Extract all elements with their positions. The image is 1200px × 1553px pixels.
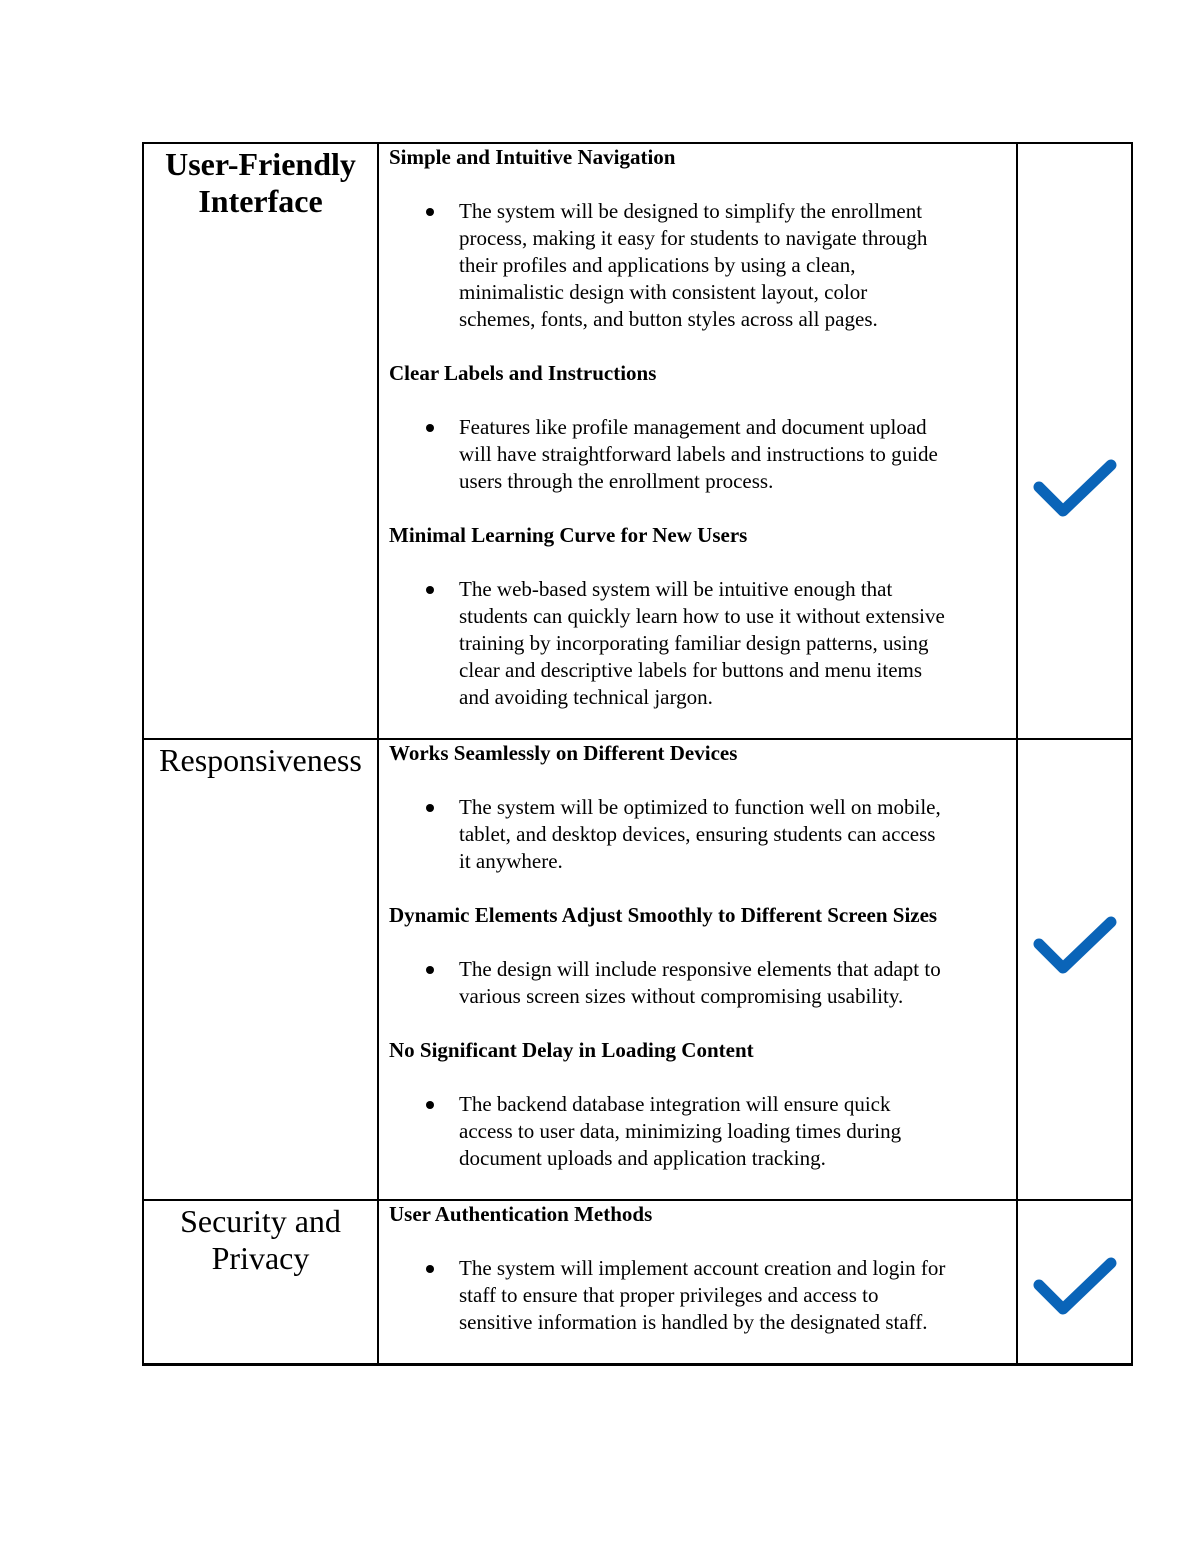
bullet-list [389,956,1008,1010]
bullet-icon [426,208,434,216]
checkmark-icon [1033,914,1117,978]
section-heading: Clear Labels and Instructions [389,361,657,385]
section-heading: Dynamic Elements Adjust Smoothly to Different Screen Sizes [389,903,938,927]
category-label: Responsiveness [159,742,362,778]
bullet-text-line: The system will be optimized to function well on mobile, [459,795,941,819]
bullet-list [389,1255,1008,1336]
table-row [143,1200,1132,1365]
bullet-text-line: various screen sizes without compromising usability. [459,984,904,1008]
bullet-icon [426,586,434,594]
bullet-text-line: clear and descriptive labels for buttons and menu items [459,658,923,682]
bullet-icon [426,424,434,432]
status-cell [1017,1200,1132,1365]
bullet-text-line: students can quickly learn how to use it without extensive [459,604,945,628]
bullet-text-line: it anywhere. [459,849,563,873]
status-cell [1017,739,1132,1200]
category-label: Privacy [211,1240,310,1276]
bullet-text-line: The backend database integration will ensure quick [459,1092,891,1116]
bullet-item [389,956,1008,1010]
checkmark-icon [1033,1255,1117,1319]
bullet-text-line: Features like profile management and document upload [459,415,927,439]
bullet-icon [426,804,434,812]
bullet-list [389,794,1008,875]
bullet-text-line: minimalistic design with consistent layout, color [459,280,868,304]
bullet-text-line: will have straightforward labels and instructions to guide [459,442,938,466]
bullet-item [389,576,1008,711]
bullet-text-line: users through the enrollment process. [459,469,774,493]
table-row [143,739,1132,1200]
bullet-icon [426,1265,434,1273]
category-cell [143,143,378,739]
bullet-text-line: sensitive information is handled by the designated staff. [459,1310,928,1334]
bullet-list [389,198,1008,333]
bullet-text-line: The system will be designed to simplify the enrollment [459,199,923,223]
bullet-text-line: The web-based system will be intuitive enough that [459,577,893,601]
bullet-item [389,1255,1008,1336]
bullet-item [389,794,1008,875]
bullet-icon [426,1101,434,1109]
checkmark-icon [1033,457,1117,521]
category-label: Security and [180,1203,341,1239]
bullet-item [389,1091,1008,1172]
category-label: Interface [198,183,323,219]
section-heading: User Authentication Methods [389,1202,653,1226]
status-cell [1017,143,1132,739]
bullet-item [389,414,1008,495]
description-cell [378,739,1017,1200]
section-heading: No Significant Delay in Loading Content [389,1038,754,1062]
bullet-item [389,198,1008,333]
bullet-text-line: document uploads and application tracking. [459,1146,826,1170]
section-heading: Minimal Learning Curve for New Users [389,523,748,547]
category-label: User-Friendly [165,146,356,182]
bullet-list [389,576,1008,711]
bullet-icon [426,966,434,974]
bullet-text-line: process, making it easy for students to navigate through [459,226,928,250]
bullet-text-line: their profiles and applications by using a clean, [459,253,856,277]
description-cell [378,1200,1017,1365]
section-heading: Simple and Intuitive Navigation [389,145,676,169]
requirements-table [142,142,1133,1366]
category-cell [143,1200,378,1365]
table-row [143,143,1132,739]
bullet-text-line: The design will include responsive elements that adapt to [459,957,941,981]
bullet-text-line: tablet, and desktop devices, ensuring students can access [459,822,936,846]
section-heading: Works Seamlessly on Different Devices [389,741,738,765]
bullet-list [389,414,1008,495]
bullet-list [389,1091,1008,1172]
bullet-text-line: schemes, fonts, and button styles across all pages. [459,307,878,331]
bullet-text-line: access to user data, minimizing loading times during [459,1119,902,1143]
category-cell [143,739,378,1200]
bullet-text-line: training by incorporating familiar design patterns, using [459,631,929,655]
bullet-text-line: The system will implement account creation and login for [459,1256,946,1280]
description-cell [378,143,1017,739]
bullet-text-line: and avoiding technical jargon. [459,685,713,709]
bullet-text-line: staff to ensure that proper privileges and access to [459,1283,879,1307]
